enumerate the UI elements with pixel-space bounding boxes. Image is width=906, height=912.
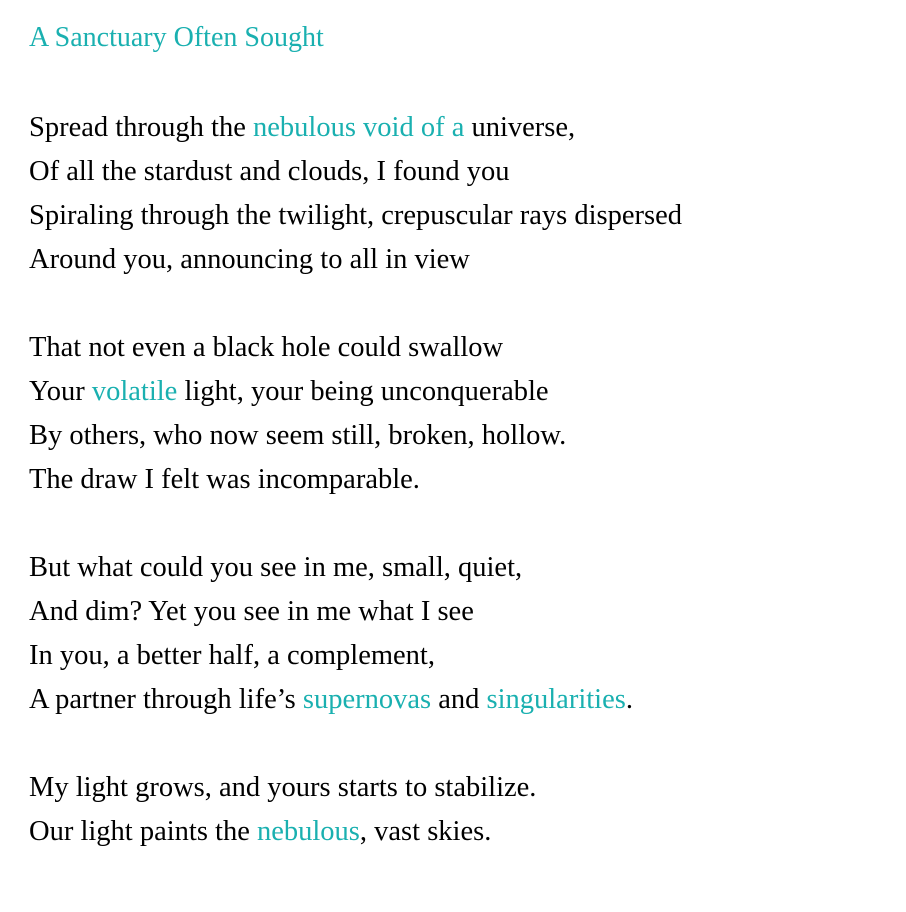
highlighted-phrase: nebulous void of a [253, 112, 465, 143]
poem-line [29, 370, 906, 414]
line-text: A partner through life’s [29, 684, 303, 715]
poem-line: But what could you see in me, small, quiet, [29, 552, 523, 583]
poem-title: A Sanctuary Often Sought [29, 22, 324, 53]
line-text: Your [29, 376, 92, 407]
poem-line: In you, a better half, a complement, [29, 640, 435, 671]
highlighted-phrase: supernovas [302, 684, 432, 715]
poem-line: My light grows, and yours starts to stabilize. [29, 772, 537, 803]
line-text: Our light paints the [29, 816, 257, 847]
poem-line: By others, who now seem still, broken, hollow. [29, 420, 567, 451]
line-text: Spread through the [29, 112, 253, 143]
highlighted-phrase: singularities [486, 684, 626, 715]
line-text: light, your being unconquerable [177, 376, 549, 407]
poem-line: That not even a black hole could swallow [29, 332, 504, 363]
poem-line [29, 810, 906, 854]
line-text: and [431, 684, 487, 715]
poem-line: Of all the stardust and clouds, I found you [29, 156, 510, 187]
poem-line [29, 106, 906, 150]
poem-line: And dim? Yet you see in me what I see [29, 596, 474, 627]
stanza-2 [29, 326, 906, 502]
highlighted-phrase: nebulous [256, 816, 360, 847]
line-text: . [625, 684, 633, 715]
poem-line: The draw I felt was incomparable. [29, 464, 420, 495]
stanza-3 [29, 546, 906, 722]
stanza-1 [29, 106, 906, 282]
poem-line: Around you, announcing to all in view [29, 244, 470, 275]
highlighted-phrase: volatile [91, 376, 178, 407]
line-text: universe, [464, 112, 576, 143]
stanza-4 [29, 766, 906, 854]
poem-line [29, 678, 906, 722]
poem-line: Spiraling through the twilight, crepuscular rays dispersed [29, 200, 682, 231]
line-text: , vast skies. [359, 816, 492, 847]
